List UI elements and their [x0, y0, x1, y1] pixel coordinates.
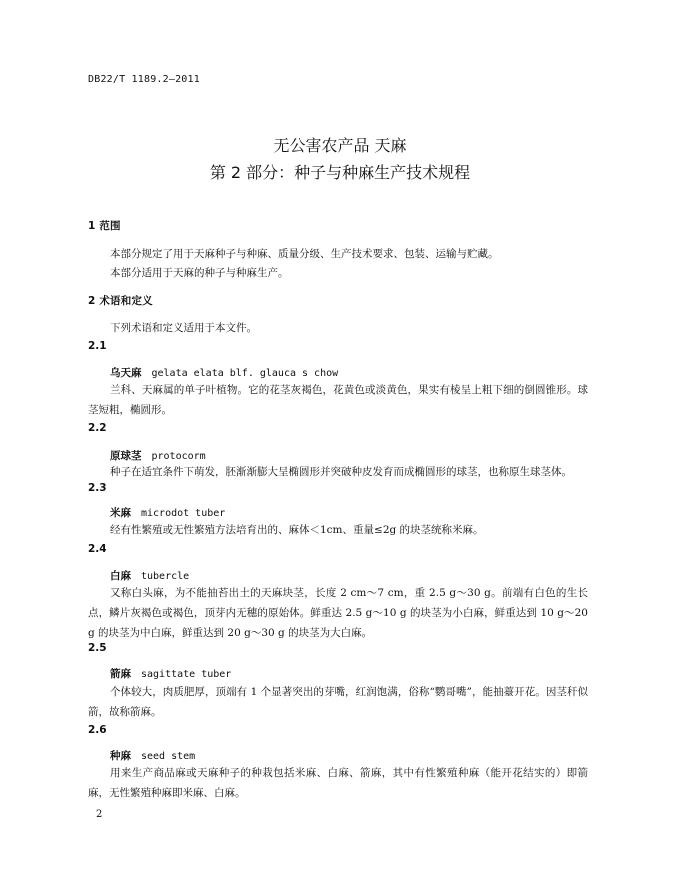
document-title-line-1: 无公害农产品 天麻 [273, 136, 407, 155]
term-2-5-english: sagittate tuber [141, 669, 232, 680]
term-2-4 [110, 568, 189, 583]
terms-intro: 下列术语和定义适用于本文件。 [110, 322, 257, 334]
scope-paragraph-2: 本部分适用于天麻的种子与种麻生产。 [110, 267, 289, 279]
clause-2-3-number: 2.3 [88, 482, 107, 494]
term-2-2-chinese: 原球茎 [110, 450, 142, 462]
terms-heading: 2 术语和定义 [88, 295, 153, 307]
definition-2-3: 经有性繁殖或无性繁殖方法培育出的、麻体＜1cm、重量≤2g 的块茎统称米麻。 [110, 524, 484, 536]
clause-2-1-number: 2.1 [88, 340, 107, 352]
document-title-line-2: 第 2 部分：种子与种麻生产技术规程 [209, 163, 471, 182]
clause-2-5-number: 2.5 [88, 642, 107, 654]
term-2-4-english: tubercle [141, 571, 190, 582]
term-2-1 [110, 365, 338, 380]
definition-2-4: 又称白头麻，为不能抽苔出土的天麻块茎，长度 2 cm～7 cm，重 2.5 g～30 g。前端有白色的生长点，鳞片灰褐色或褐色，顶芽内无穗的原始体。鲜重达 2.5 g～10 g 的块茎为小白麻，鲜重达到 10 g～20 g 的块茎为中白麻，鲜重达到 20 g～30 g 的块茎为大白麻。 [88, 587, 588, 639]
term-2-6 [110, 748, 195, 763]
clause-2-2-number: 2.2 [88, 422, 107, 434]
term-2-3 [110, 505, 225, 520]
page-number: 2 [96, 809, 103, 820]
term-2-3-chinese: 米麻 [110, 507, 131, 519]
term-2-5 [110, 666, 231, 681]
term-2-2-english: protocorm [151, 451, 206, 462]
term-2-3-english: microdot tuber [141, 508, 226, 519]
term-2-2 [110, 448, 206, 463]
definition-2-2: 种子在适宜条件下萌发，胚渐渐膨大呈椭圆形并突破种皮发育而成椭圆形的球茎，也称原生球茎体。 [110, 466, 572, 478]
scope-paragraph-1: 本部分规定了用于天麻种子与种麻、质量分级、生产技术要求、包装、运输与贮藏。 [110, 248, 499, 260]
definition-2-5: 个体较大，肉质肥厚，顶端有 1 个显著突出的芽嘴，红润饱满，俗称“鹦哥嘴”，能抽薹开花。因茎秆似箭，故称箭麻。 [88, 686, 588, 718]
clause-2-4-number: 2.4 [88, 543, 107, 555]
term-2-6-chinese: 种麻 [110, 750, 131, 762]
term-2-1-english: gelata elata blf. glauca s chow [151, 368, 339, 379]
term-2-5-chinese: 箭麻 [110, 668, 131, 680]
term-2-4-chinese: 白麻 [110, 570, 131, 582]
definition-2-1: 兰科、天麻属的单子叶植物。它的花茎灰褐色，花黄色或淡黄色，果实有棱呈上粗下细的倒圆锥形。球茎短粗，椭圆形。 [88, 384, 588, 416]
standard-code: DB22/T 1189.2—2011 [88, 74, 200, 85]
definition-2-6: 用来生产商品麻或天麻种子的种栽包括米麻、白麻、箭麻，其中有性繁殖种麻（能开花结实的）即箭麻，无性繁殖种麻即米麻、白麻。 [88, 767, 588, 799]
term-2-6-english: seed stem [141, 751, 196, 762]
clause-2-6-number: 2.6 [88, 724, 107, 736]
term-2-1-chinese: 乌天麻 [110, 367, 142, 379]
scope-heading: 1 范围 [88, 220, 121, 232]
